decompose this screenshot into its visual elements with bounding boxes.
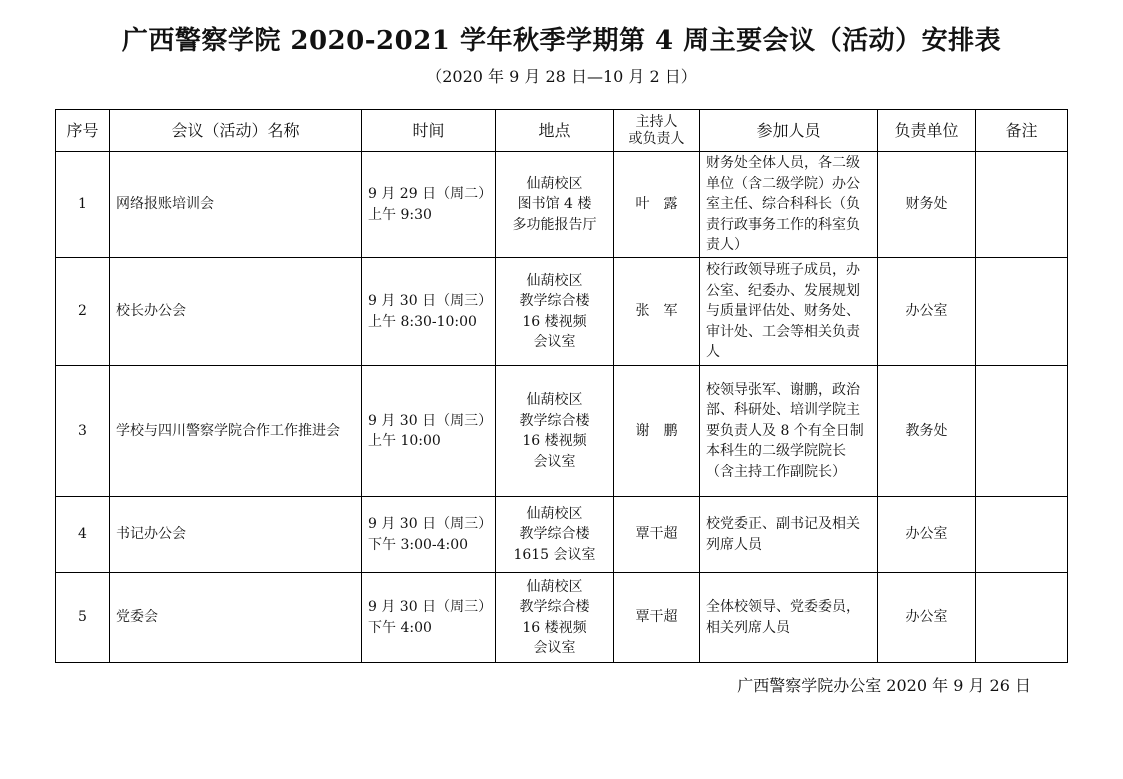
row-host: 覃干超 — [614, 497, 700, 573]
document-title: 广西警察学院 2020-2021 学年秋季学期第 4 周主要会议（活动）安排表 — [121, 26, 1002, 56]
header-host-line2: 或负责人 — [628, 130, 685, 147]
row-place-line: 仙葫校区 — [526, 578, 583, 595]
row-time-hour: 上午 9:30 — [368, 206, 432, 223]
row-time-hour: 上午 10:00 — [368, 433, 441, 449]
row-remarks — [976, 366, 1068, 497]
header-unit: 负责单位 — [878, 110, 976, 152]
document-date-range: （2020 年 9 月 28 日—10 月 2 日） — [426, 67, 697, 86]
table-row — [56, 258, 1068, 366]
row-unit: 办公室 — [878, 258, 976, 366]
row-time-date: 9 月 30 日（周三） — [368, 599, 493, 615]
row-place-line: 教学综合楼 — [519, 412, 590, 429]
row-host: 谢 鹏 — [614, 366, 700, 497]
row-host: 覃干超 — [614, 573, 700, 663]
row-participants: 全体校领导、党委委员，相关列席人员 — [700, 573, 878, 663]
row-place — [496, 497, 614, 573]
row-place — [496, 366, 614, 497]
row-time — [362, 258, 496, 366]
table-row — [56, 497, 1068, 573]
row-time — [362, 152, 496, 258]
row-host: 叶 露 — [614, 152, 700, 258]
row-place-line: 仙葫校区 — [526, 505, 583, 522]
row-name: 网络报账培训会 — [110, 152, 362, 258]
table-row — [56, 366, 1068, 497]
row-place-line: 会议室 — [533, 640, 576, 656]
row-participants: 校行政领导班子成员，办公室、纪委办、发展规划与质量评估处、财务处、审计处、工会等相关负责人 — [700, 258, 878, 366]
header-host — [614, 110, 700, 152]
row-remarks — [976, 573, 1068, 663]
row-time-hour: 下午 3:00-4:00 — [368, 536, 469, 553]
row-name: 校长办公会 — [110, 258, 362, 366]
row-index: 1 — [56, 152, 110, 258]
row-place-line: 教学综合楼 — [519, 599, 590, 615]
row-place-line: 会议室 — [533, 334, 576, 350]
row-place-line: 仙葫校区 — [526, 175, 583, 192]
row-place-line: 仙葫校区 — [526, 392, 583, 408]
row-host: 张 军 — [614, 258, 700, 366]
row-place — [496, 573, 614, 663]
header-time: 时间 — [362, 110, 496, 152]
row-index: 4 — [56, 497, 110, 573]
schedule-table — [55, 109, 1068, 663]
row-name: 党委会 — [110, 573, 362, 663]
table-header-row — [56, 110, 1068, 152]
row-time-hour: 下午 4:00 — [368, 619, 432, 636]
header-host-line1: 主持人 — [635, 113, 678, 130]
row-place-line: 多功能报告厅 — [512, 216, 597, 233]
header-place: 地点 — [496, 110, 614, 152]
row-remarks — [976, 258, 1068, 366]
header-participants: 参加人员 — [700, 110, 878, 152]
row-time — [362, 366, 496, 497]
row-place-line: 会议室 — [533, 453, 576, 470]
row-place-line: 仙葫校区 — [526, 272, 583, 289]
row-place-line: 图书馆 4 楼 — [517, 196, 592, 213]
row-time-date: 9 月 30 日（周三） — [368, 516, 493, 532]
header-name: 会议（活动）名称 — [110, 110, 362, 152]
row-time-date: 9 月 29 日（周二） — [368, 186, 493, 202]
row-index: 3 — [56, 366, 110, 497]
row-place-line: 1615 会议室 — [513, 546, 596, 563]
row-participants: 财务处全体人员，各二级单位（含二级学院）办公室主任、综合科科长（负责行政事务工作的科室负责人） — [700, 152, 878, 258]
row-remarks — [976, 497, 1068, 573]
row-place-line: 16 楼视频 — [522, 619, 587, 636]
row-place-line: 教学综合楼 — [519, 526, 590, 543]
row-time-date: 9 月 30 日（周三） — [368, 412, 493, 429]
row-participants: 校领导张军、谢鹏，政治部、科研处、培训学院主要负责人及 8 个有全日制本科生的二级学院院长（含主持工作副院长） — [700, 366, 878, 497]
row-place-line: 16 楼视频 — [522, 313, 587, 330]
table-row — [56, 573, 1068, 663]
row-unit: 教务处 — [878, 366, 976, 497]
row-index: 5 — [56, 573, 110, 663]
row-unit: 办公室 — [878, 573, 976, 663]
row-unit: 办公室 — [878, 497, 976, 573]
row-place — [496, 152, 614, 258]
row-name: 书记办公会 — [110, 497, 362, 573]
table-row — [56, 152, 1068, 258]
document-footer-signature: 广西警察学院办公室 2020 年 9 月 26 日 — [737, 676, 1031, 695]
row-unit: 财务处 — [878, 152, 976, 258]
row-name: 学校与四川警察学院合作工作推进会 — [110, 366, 362, 497]
row-time-hour: 上午 8:30-10:00 — [368, 313, 477, 330]
row-participants: 校党委正、副书记及相关列席人员 — [700, 497, 878, 573]
row-time — [362, 497, 496, 573]
row-place-line: 16 楼视频 — [522, 433, 587, 449]
row-time — [362, 573, 496, 663]
header-index: 序号 — [56, 110, 110, 152]
row-place-line: 教学综合楼 — [519, 293, 590, 309]
header-remarks: 备注 — [976, 110, 1068, 152]
row-remarks — [976, 152, 1068, 258]
row-place — [496, 258, 614, 366]
row-time-date: 9 月 30 日（周三） — [368, 293, 493, 309]
row-index: 2 — [56, 258, 110, 366]
